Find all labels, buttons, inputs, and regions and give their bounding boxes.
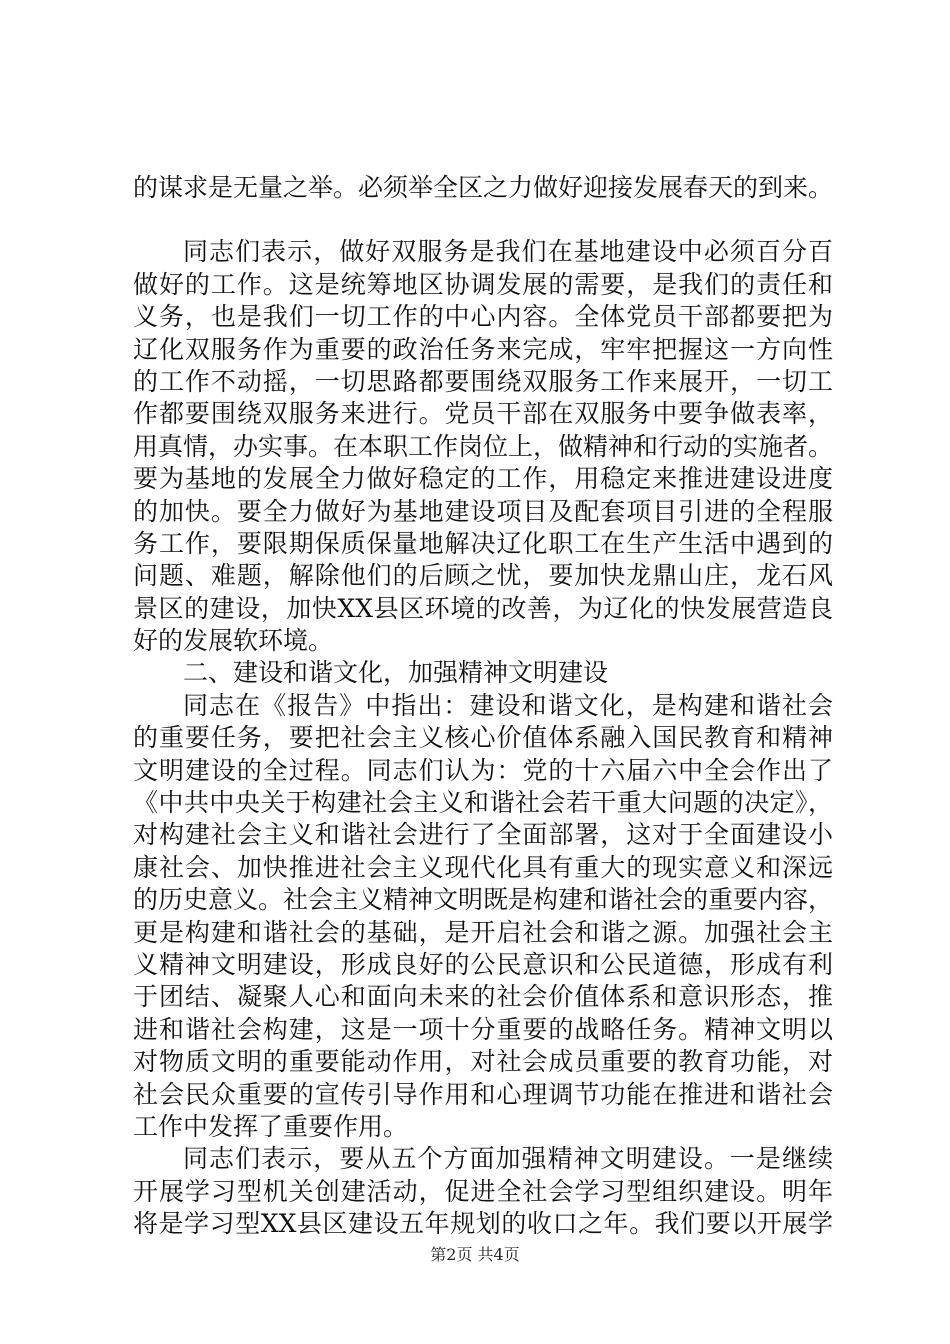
text-line: 景区的建设，加快XX县区环境的改善，为辽化的快发展营造良	[133, 593, 833, 623]
text-line: 开展学习型机关创建活动，促进全社会学习型组织建设。明年	[133, 1176, 833, 1206]
text-line: 问题、难题，解除他们的后顾之忧，要加快龙鼎山庄，龙石风	[133, 561, 833, 591]
paragraph	[133, 1143, 833, 1240]
text-line: 文明建设的全过程。同志们认为：党的十六届六中全会作出了	[133, 755, 833, 785]
text-line: 义精神文明建设，形成良好的公民意识和公民道德，形成有利	[133, 949, 833, 979]
text-line: 更是构建和谐社会的基础，是开启社会和谐之源。加强社会主	[133, 917, 833, 947]
text-line: 作都要围绕双服务来进行。党员干部在双服务中要争做表率，	[133, 399, 833, 429]
text-line: 辽化双服务作为重要的政治任务来完成，牢牢把握这一方向性	[133, 334, 833, 364]
text-line: 康社会、加快推进社会主义现代化具有重大的现实意义和深远	[133, 852, 833, 882]
text-line: 的工作不动摇，一切思路都要围绕双服务工作来展开，一切工	[133, 366, 833, 396]
text-line: 务工作，要限期保质保量地解决辽化职工在生产生活中遇到的	[133, 528, 833, 558]
text-line: 于团结、凝聚人心和面向未来的社会价值体系和意识形态，推	[133, 982, 833, 1012]
document-body	[133, 172, 833, 1241]
text-line: 要为基地的发展全力做好稳定的工作，用稳定来推进建设进度	[133, 464, 833, 494]
paragraph	[133, 172, 833, 204]
heading-line: 二、建设和谐文化，加强精神文明建设	[183, 658, 609, 688]
text-line: 用真情，办实事。在本职工作岗位上，做精神和行动的实施者。	[133, 431, 834, 461]
text-line: 的加快。要全力做好为基地建设项目及配套项目引进的全程服	[133, 496, 833, 526]
text-line: 将是学习型XX县区建设五年规划的收口之年。我们要以开展学	[133, 1209, 833, 1239]
text-line: 同志在《报告》中指出：建设和谐文化，是构建和谐社会	[183, 690, 833, 720]
paragraph	[133, 236, 833, 657]
section-heading	[133, 657, 833, 689]
text-line: 对构建社会主义和谐社会进行了全面部署，这对于全面建设小	[133, 820, 833, 850]
text-line: 同志们表示，做好双服务是我们在基地建设中必须百分百	[183, 237, 833, 267]
paragraph	[133, 690, 833, 1143]
text-line: 好的发展软环境。	[133, 626, 334, 656]
text-line: 做好的工作。这是统筹地区协调发展的需要，是我们的责任和	[133, 269, 833, 299]
text-line: 工作中发挥了重要作用。	[133, 1111, 409, 1141]
text-line: 对物质文明的重要能动作用，对社会成员重要的教育功能，对	[133, 1047, 833, 1077]
text-line: 义务，也是我们一切工作的中心内容。全体党员干部都要把为	[133, 302, 833, 332]
page-footer	[0, 1245, 950, 1265]
text-line: 的历史意义。社会主义精神文明既是构建和谐社会的重要内容，	[133, 885, 834, 915]
paragraph-gap	[133, 204, 833, 236]
text-line: 的重要任务，要把社会主义核心价值体系融入国民教育和精神	[133, 723, 833, 753]
text-line: 同志们表示，要从五个方面加强精神文明建设。一是继续	[183, 1144, 833, 1174]
text-line: 社会民众重要的宣传引导作用和心理调节功能在推进和谐社会	[133, 1079, 833, 1109]
text-line: 的谋求是无量之举。必须举全区之力做好迎接发展春天的到来。	[133, 173, 834, 202]
text-line: 进和谐社会构建，这是一项十分重要的战略任务。精神文明以	[133, 1014, 833, 1044]
page-number-label: 第2页 共4页	[430, 1245, 520, 1264]
text-line: 《中共中央关于构建社会主义和谐社会若干重大问题的决定》，	[133, 788, 833, 818]
